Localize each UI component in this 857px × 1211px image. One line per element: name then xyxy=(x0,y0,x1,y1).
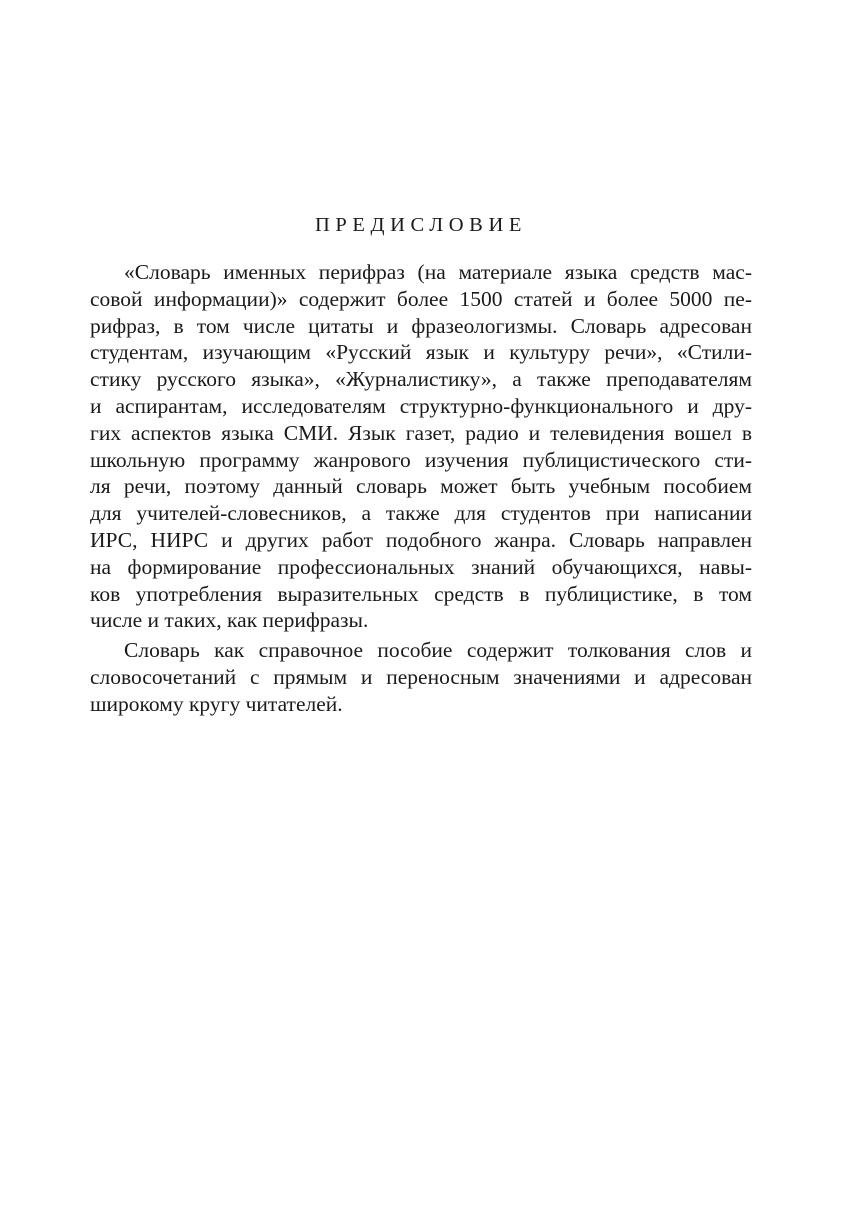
text-line: студентам, изучающим «Русский язык и культуру речи», «Стили- xyxy=(90,340,752,365)
text-line: ков употребления выразительных средств в публицистике, в том xyxy=(90,581,752,606)
text-line: Словарь как справочное пособие содержит толкования слов и xyxy=(124,638,752,663)
text-line: совой информации)» содержит более 1500 статей и более 5000 пе- xyxy=(90,286,752,311)
text-line: словосочетаний с прямым и переносным значениями и адресован xyxy=(90,664,752,689)
text-line: широкому кругу читателей. xyxy=(90,691,343,716)
chapter-heading: ПРЕДИСЛОВИЕ xyxy=(315,214,527,236)
foreword-text xyxy=(90,259,752,718)
text-line: на формирование профессиональных знаний обучающихся, навы- xyxy=(90,554,752,579)
text-line: стику русского языка», «Журналистику», а также преподавателям xyxy=(90,367,752,392)
text-line: ИРС, НИРС и других работ подобного жанра. Словарь направлен xyxy=(90,527,752,552)
text-line: ля речи, поэтому данный словарь может быть учебным пособием xyxy=(90,474,752,499)
text-line: числе и таких, как перифразы. xyxy=(90,608,369,633)
paragraph xyxy=(90,259,752,634)
text-line: рифраз, в том числе цитаты и фразеологизмы. Словарь адресован xyxy=(90,313,752,338)
text-line: и аспирантам, исследователям структурно-функционального и дру- xyxy=(90,393,752,418)
text-line: «Словарь именных перифраз (на материале языка средств мас- xyxy=(124,260,752,284)
paragraph xyxy=(90,637,752,717)
text-line: школьную программу жанрового изучения публицистического сти- xyxy=(90,447,752,472)
text-line: для учителей-словесников, а также для студентов при написании xyxy=(90,501,752,526)
text-line: гих аспектов языка СМИ. Язык газет, радио и телевидения вошел в xyxy=(90,420,752,445)
